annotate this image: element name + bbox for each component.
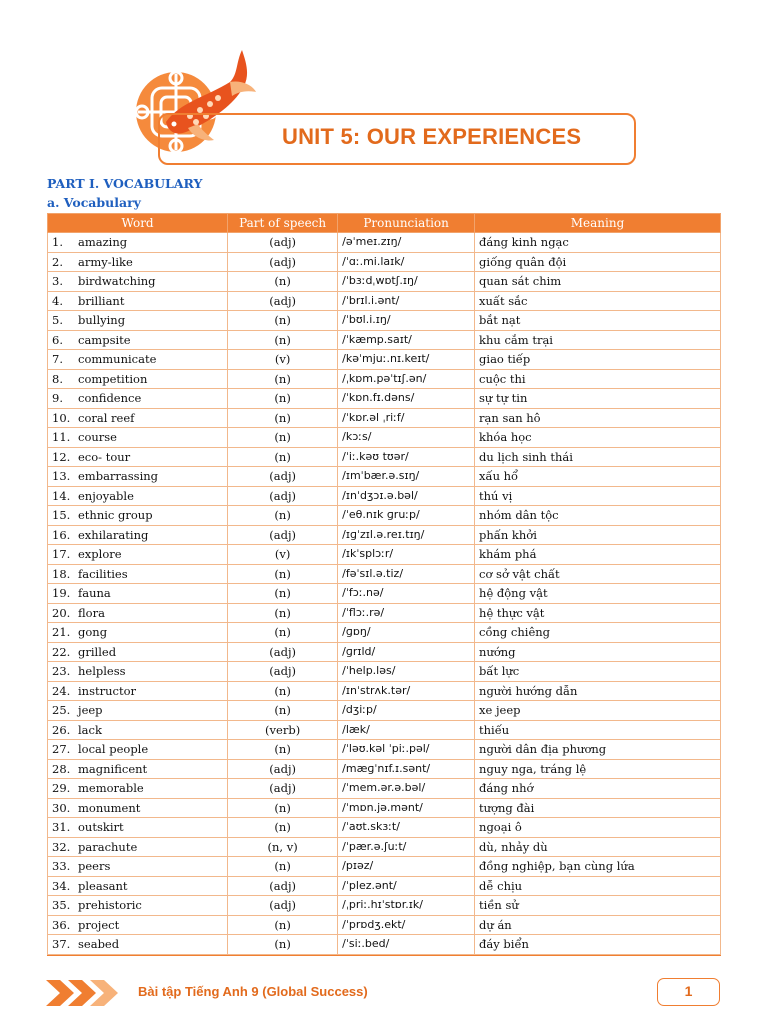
table-header-row [48,214,721,233]
cell-meaning: đáy biển [475,935,721,955]
table-row [48,623,721,643]
cell-part-of-speech: (adj) [228,252,338,272]
row-number: 19. [52,586,71,601]
cell-part-of-speech: (adj) [228,291,338,311]
word-text: grilled [78,644,117,659]
cell-meaning: khu cắm trại [475,330,721,350]
cell-meaning: hệ thực vật [475,603,721,623]
row-number: 36. [52,917,71,932]
vocabulary-table [47,213,721,955]
cell-part-of-speech: (n) [228,447,338,467]
cell-part-of-speech: (n) [228,389,338,409]
cell-part-of-speech: (n) [228,428,338,448]
part-heading: PART I. VOCABULARY [47,176,203,191]
row-number: 12. [52,449,71,464]
table-row [48,720,721,740]
word-text: amazing [78,235,128,250]
cell-part-of-speech: (adj) [228,779,338,799]
row-number: 21. [52,625,71,640]
cell-meaning: giao tiếp [475,350,721,370]
cell-part-of-speech: (adj) [228,525,338,545]
footer-divider [47,955,721,956]
cell-meaning: bắt nạt [475,311,721,331]
row-number: 32. [52,839,71,854]
cell-part-of-speech: (n) [228,330,338,350]
word-text: ethnic group [78,508,153,523]
cell-part-of-speech: (adj) [228,759,338,779]
cell-pronunciation: /ˈeθ.nɪk ɡruːp/ [338,506,475,526]
column-header-part-of-speech: Part of speech [228,214,338,233]
cell-meaning: xấu hổ [475,467,721,487]
word-text: exhilarating [78,527,149,542]
word-text: enjoyable [78,488,134,503]
cell-word [48,584,228,604]
cell-meaning: cuộc thi [475,369,721,389]
cell-meaning: quan sát chim [475,272,721,292]
cell-meaning: tượng đài [475,798,721,818]
row-number: 23. [52,664,71,679]
cell-pronunciation: /ˈbʊl.i.ɪŋ/ [338,311,475,331]
table-row [48,896,721,916]
cell-pronunciation: /ˈmɒn.jə.mənt/ [338,798,475,818]
cell-meaning: phấn khởi [475,525,721,545]
table-row [48,642,721,662]
row-number: 3. [52,274,63,289]
page-header [0,0,768,175]
cell-word [48,564,228,584]
row-number: 7. [52,352,63,367]
word-text: outskirt [78,820,124,835]
cell-word [48,486,228,506]
cell-word [48,623,228,643]
cell-pronunciation: /ˈbrɪl.i.ənt/ [338,291,475,311]
row-number: 24. [52,683,71,698]
cell-meaning: nhóm dân tộc [475,506,721,526]
word-text: communicate [78,352,157,367]
footer-book-title: Bài tập Tiếng Anh 9 (Global Success) [138,984,368,999]
cell-word [48,389,228,409]
word-text: parachute [78,839,138,854]
cell-word [48,603,228,623]
table-row [48,486,721,506]
cell-word [48,350,228,370]
table-row [48,603,721,623]
cell-pronunciation: /ɪɡˈzɪl.ə.reɪ.tɪŋ/ [338,525,475,545]
cell-part-of-speech: (n) [228,798,338,818]
word-text: bullying [78,313,126,328]
word-text: gong [78,625,108,640]
cell-meaning: dễ chịu [475,876,721,896]
cell-meaning: đáng nhớ [475,779,721,799]
cell-word [48,545,228,565]
row-number: 37. [52,937,71,952]
cell-pronunciation: /kɔːs/ [338,428,475,448]
cell-part-of-speech: (n) [228,584,338,604]
cell-part-of-speech: (adj) [228,642,338,662]
row-number: 15. [52,508,71,523]
cell-pronunciation: /əˈmeɪ.zɪŋ/ [338,233,475,253]
cell-word [48,525,228,545]
cell-word [48,272,228,292]
word-text: course [78,430,117,445]
table-row [48,233,721,253]
cell-word [48,779,228,799]
word-text: pleasant [78,878,128,893]
cell-part-of-speech: (adj) [228,896,338,916]
row-number: 17. [52,547,71,562]
cell-word [48,740,228,760]
row-number: 13. [52,469,71,484]
cell-pronunciation: /ˈhelp.ləs/ [338,662,475,682]
word-text: prehistoric [78,898,142,913]
cell-word [48,857,228,877]
cell-part-of-speech: (n) [228,311,338,331]
cell-meaning: ngoại ô [475,818,721,838]
cell-part-of-speech: (n) [228,564,338,584]
cell-word [48,506,228,526]
cell-word [48,935,228,955]
cell-pronunciation: /fəˈsɪl.ə.tiz/ [338,564,475,584]
row-number: 27. [52,742,71,757]
cell-meaning: tiền sử [475,896,721,916]
cell-meaning: khám phá [475,545,721,565]
word-text: coral reef [78,410,135,425]
cell-meaning: thiếu [475,720,721,740]
row-number: 10. [52,410,71,425]
cell-pronunciation: /ˈflɔː.rə/ [338,603,475,623]
table-row [48,330,721,350]
cell-part-of-speech: (adj) [228,486,338,506]
row-number: 14. [52,488,71,503]
cell-pronunciation: /ɪnˈstrʌk.tər/ [338,681,475,701]
chevron-arrows-icon [46,978,132,1008]
cell-word [48,252,228,272]
cell-word [48,876,228,896]
row-number: 11. [52,430,71,445]
table-row [48,798,721,818]
word-text: birdwatching [78,274,156,289]
cell-pronunciation: /ˈplez.ənt/ [338,876,475,896]
table-body [48,233,721,955]
cell-meaning: hệ động vật [475,584,721,604]
cell-meaning: thú vị [475,486,721,506]
cell-word [48,369,228,389]
cell-pronunciation: /ˈpær.ə.ʃuːt/ [338,837,475,857]
table-row [48,584,721,604]
cell-pronunciation: /ɡrɪld/ [338,642,475,662]
cell-word [48,837,228,857]
word-text: seabed [78,937,120,952]
cell-pronunciation: /ˈprɒdʒ.ekt/ [338,915,475,935]
table-row [48,779,721,799]
column-header-meaning: Meaning [475,214,721,233]
cell-meaning: giống quân đội [475,252,721,272]
table-row [48,389,721,409]
cell-meaning: bất lực [475,662,721,682]
column-header-word: Word [48,214,228,233]
table-row [48,837,721,857]
word-text: flora [78,605,105,620]
cell-part-of-speech: (n, v) [228,837,338,857]
word-text: embarrassing [78,469,159,484]
word-text: brilliant [78,293,125,308]
table-row [48,818,721,838]
cell-word [48,467,228,487]
cell-meaning: du lịch sinh thái [475,447,721,467]
cell-pronunciation: /dʒiːp/ [338,701,475,721]
table-row [48,428,721,448]
table-row [48,915,721,935]
table-row [48,311,721,331]
word-text: lack [78,722,102,737]
cell-word [48,915,228,935]
cell-meaning: cơ sở vật chất [475,564,721,584]
cell-part-of-speech: (adj) [228,876,338,896]
cell-word [48,642,228,662]
cell-pronunciation: /ˈsiː.bed/ [338,935,475,955]
row-number: 8. [52,371,63,386]
cell-part-of-speech: (v) [228,545,338,565]
word-text: army-like [78,254,133,269]
table-row [48,545,721,565]
cell-word [48,428,228,448]
cell-pronunciation: /ˈkæmp.saɪt/ [338,330,475,350]
row-number: 6. [52,332,63,347]
cell-pronunciation: /ɪmˈbær.ə.sɪŋ/ [338,467,475,487]
word-text: memorable [78,781,144,796]
cell-word [48,681,228,701]
cell-part-of-speech: (n) [228,369,338,389]
word-text: eco- tour [78,449,131,464]
table-row [48,759,721,779]
cell-pronunciation: /ˌkɒm.pəˈtɪʃ.ən/ [338,369,475,389]
word-text: jeep [78,703,103,718]
table-row [48,272,721,292]
row-number: 18. [52,566,71,581]
cell-word [48,233,228,253]
word-text: monument [78,800,141,815]
cell-meaning: cồng chiêng [475,623,721,643]
cell-meaning: xe jeep [475,701,721,721]
sub-heading: a. Vocabulary [47,195,141,210]
row-number: 26. [52,722,71,737]
cell-part-of-speech: (n) [228,857,338,877]
cell-word [48,311,228,331]
cell-pronunciation: /ɡɒŋ/ [338,623,475,643]
table-row [48,701,721,721]
cell-word [48,896,228,916]
row-number: 29. [52,781,71,796]
word-text: helpless [78,664,126,679]
page-number: 1 [657,978,720,1006]
cell-pronunciation: /ˈɑː.mi.laɪk/ [338,252,475,272]
row-number: 35. [52,898,71,913]
cell-meaning: dù, nhảy dù [475,837,721,857]
cell-part-of-speech: (adj) [228,467,338,487]
cell-part-of-speech: (verb) [228,720,338,740]
row-number: 9. [52,391,63,406]
table-row [48,876,721,896]
cell-part-of-speech: (adj) [228,662,338,682]
table-row [48,681,721,701]
cell-part-of-speech: (adj) [228,233,338,253]
cell-meaning: rạn san hô [475,408,721,428]
cell-pronunciation: /ˈləʊ.kəl ˈpiː.pəl/ [338,740,475,760]
cell-part-of-speech: (n) [228,272,338,292]
cell-part-of-speech: (n) [228,681,338,701]
cell-word [48,447,228,467]
cell-pronunciation: /ˈkɒn.fɪ.dəns/ [338,389,475,409]
word-text: peers [78,859,111,874]
table-row [48,369,721,389]
cell-pronunciation: /ˈbɜːdˌwɒtʃ.ɪŋ/ [338,272,475,292]
cell-pronunciation: /ˈfɔː.nə/ [338,584,475,604]
cell-pronunciation: /ˈkɒr.əl ˌriːf/ [338,408,475,428]
word-text: project [78,917,120,932]
cell-meaning: xuất sắc [475,291,721,311]
cell-meaning: người dân địa phương [475,740,721,760]
cell-pronunciation: /ɪnˈdʒɔɪ.ə.bəl/ [338,486,475,506]
table-row [48,740,721,760]
cell-pronunciation: /mæɡˈnɪf.ɪ.sənt/ [338,759,475,779]
cell-pronunciation: /ˌpriː.hɪˈstɒr.ɪk/ [338,896,475,916]
cell-part-of-speech: (n) [228,603,338,623]
cell-pronunciation: /ˈmem.ər.ə.bəl/ [338,779,475,799]
cell-meaning: nguy nga, tráng lệ [475,759,721,779]
row-number: 22. [52,644,71,659]
cell-pronunciation: /kəˈmjuː.nɪ.keɪt/ [338,350,475,370]
cell-word [48,720,228,740]
cell-word [48,701,228,721]
word-text: local people [78,742,149,757]
cell-meaning: dự án [475,915,721,935]
row-number: 1. [52,235,63,250]
cell-meaning: đáng kinh ngạc [475,233,721,253]
word-text: instructor [78,683,136,698]
row-number: 5. [52,313,63,328]
cell-word [48,330,228,350]
row-number: 25. [52,703,71,718]
cell-word [48,798,228,818]
cell-part-of-speech: (n) [228,915,338,935]
page-title: UNIT 5: OUR EXPERIENCES [282,124,582,149]
row-number: 33. [52,859,71,874]
cell-meaning: nướng [475,642,721,662]
column-header-pronunciation: Pronunciation [338,214,475,233]
row-number: 30. [52,800,71,815]
cell-meaning: người hướng dẫn [475,681,721,701]
word-text: campsite [78,332,131,347]
table-row [48,291,721,311]
cell-part-of-speech: (n) [228,701,338,721]
word-text: facilities [78,566,128,581]
table-row [48,467,721,487]
table-row [48,506,721,526]
word-text: explore [78,547,122,562]
row-number: 2. [52,254,63,269]
table-row [48,935,721,955]
cell-part-of-speech: (n) [228,506,338,526]
cell-part-of-speech: (n) [228,818,338,838]
cell-meaning: khóa học [475,428,721,448]
table-row [48,525,721,545]
cell-pronunciation: /ɪkˈsplɔːr/ [338,545,475,565]
table-row [48,447,721,467]
cell-word [48,662,228,682]
cell-pronunciation: /ˈaʊt.skɜːt/ [338,818,475,838]
cell-pronunciation: /ˈiː.kəʊ tʊər/ [338,447,475,467]
cell-part-of-speech: (n) [228,740,338,760]
cell-meaning: sự tự tin [475,389,721,409]
table-row [48,564,721,584]
row-number: 31. [52,820,71,835]
cell-pronunciation: /læk/ [338,720,475,740]
word-text: magnificent [78,761,148,776]
row-number: 28. [52,761,71,776]
cell-part-of-speech: (n) [228,623,338,643]
row-number: 34. [52,878,71,893]
word-text: fauna [78,586,111,601]
row-number: 4. [52,293,63,308]
cell-word [48,759,228,779]
cell-part-of-speech: (v) [228,350,338,370]
cell-word [48,408,228,428]
row-number: 16. [52,527,71,542]
cell-word [48,818,228,838]
table-row [48,857,721,877]
table-row [48,662,721,682]
cell-meaning: đồng nghiệp, bạn cùng lứa [475,857,721,877]
cell-word [48,291,228,311]
table-row [48,252,721,272]
table-row [48,408,721,428]
table-row [48,350,721,370]
cell-pronunciation: /pɪəz/ [338,857,475,877]
row-number: 20. [52,605,71,620]
word-text: competition [78,371,148,386]
cell-part-of-speech: (n) [228,935,338,955]
word-text: confidence [78,391,142,406]
cell-part-of-speech: (n) [228,408,338,428]
